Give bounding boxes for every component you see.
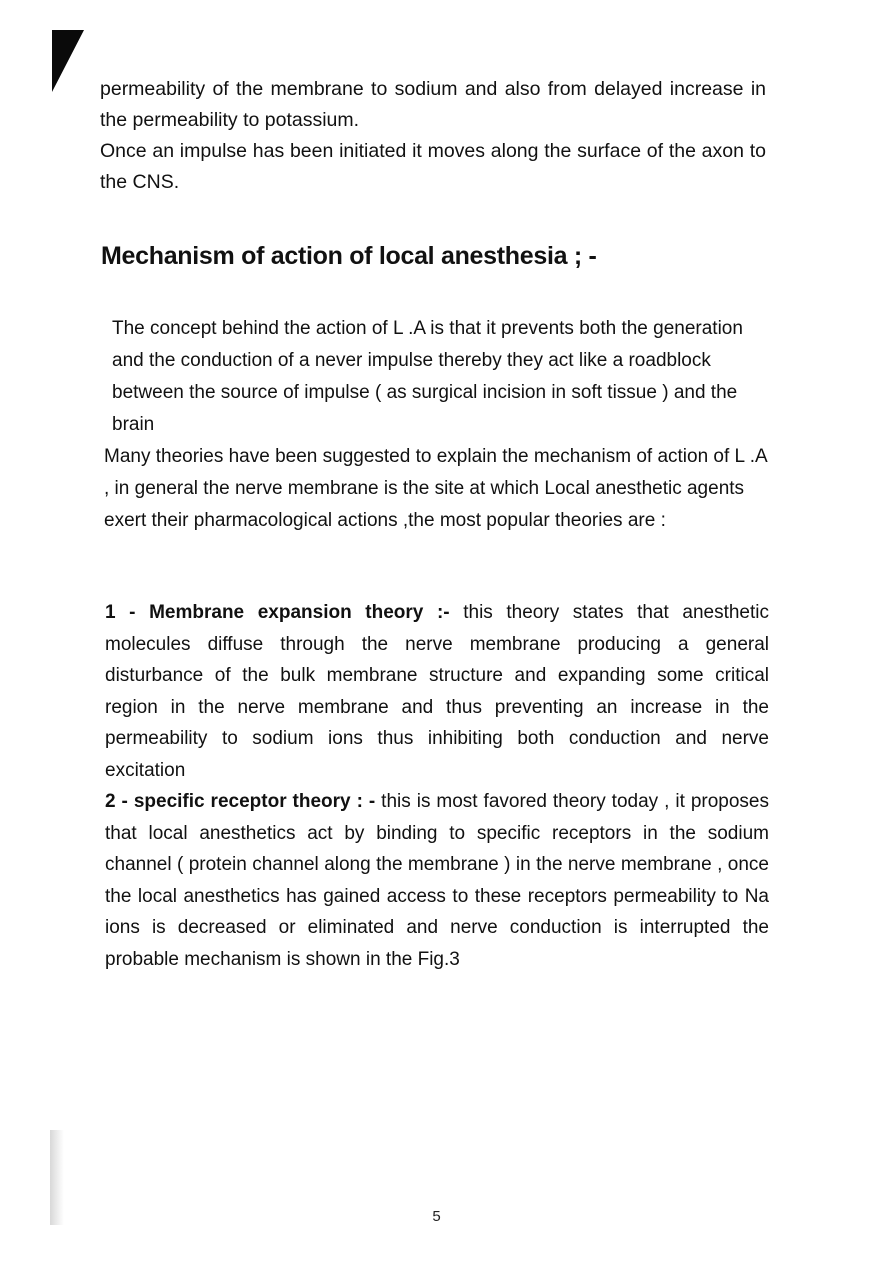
paragraph: Many theories have been suggested to explain the mechanism of action of L .A , in general the nerve membrane is the site at which Local anesthetic agents exert their pharmacological actions ,the most popular theories are : xyxy=(104,446,767,531)
page-number: 5 xyxy=(432,1208,441,1225)
theory-description: this theory states that anesthetic molecules diffuse through the nerve membrane producing a general disturbance of the bulk membrane structure and expanding some critical region in the nerve membrane and thus preventing an increase in the permeability to sodium ions thus inhibiting both conduction and nerve excitation xyxy=(105,602,769,781)
theories-list xyxy=(105,597,769,975)
theory-title: 2 - specific receptor theory : - xyxy=(105,791,376,812)
corner-scan-mark xyxy=(52,30,84,92)
theory-item xyxy=(105,786,769,975)
theory-description: this is most favored theory today , it proposes that local anesthetics act by binding to specific receptors in the sodium channel ( protein channel along the membrane ) in the nerve membrane , once the local anesthetics has gained access to these receptors permeability to Na ions is decreased or eliminated and nerve conduction is interrupted the probable mechanism is shown in the Fig.3 xyxy=(105,791,769,970)
paragraph: permeability of the membrane to sodium and also from delayed increase in the permeability to potassium. xyxy=(100,78,766,131)
continuation-text xyxy=(100,74,766,198)
paragraph: The concept behind the action of L .A is that it prevents both the generation and the conduction of a never impulse thereby they act like a roadblock between the source of impulse ( as surgical incision in soft tissue ) and the brain xyxy=(112,318,743,435)
theory-item xyxy=(105,597,769,786)
section-heading: Mechanism of action of local anesthesia ; - xyxy=(101,242,597,270)
intro-text xyxy=(104,313,774,537)
theory-title: 1 - Membrane expansion theory :- xyxy=(105,602,450,623)
paragraph: Once an impulse has been initiated it moves along the surface of the axon to the CNS. xyxy=(100,140,766,193)
